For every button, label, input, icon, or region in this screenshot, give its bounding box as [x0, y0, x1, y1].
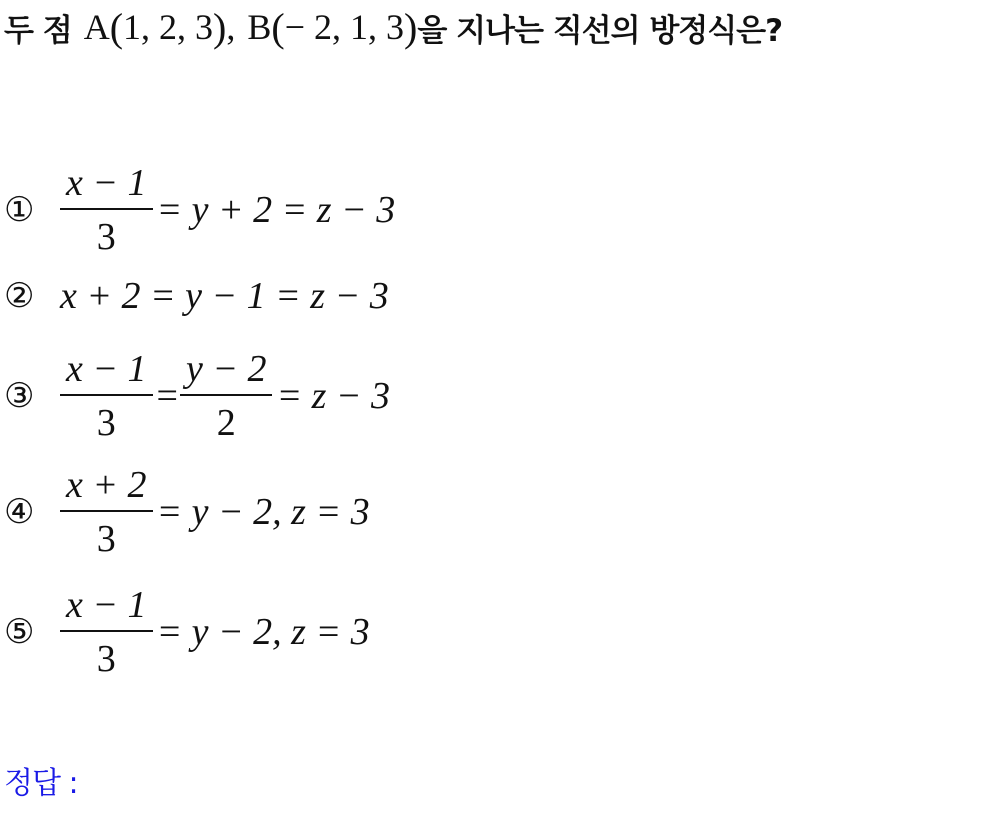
choice-1[interactable] [0, 164, 395, 256]
choice-3-marker: ③ [4, 376, 35, 416]
choice-3-numerator-2: y − 2 [185, 348, 267, 390]
choice-4-fraction [60, 466, 153, 558]
choice-5-numerator: x − 1 [66, 584, 147, 626]
point-a-name: A [83, 7, 110, 47]
point-b-coords: − 2, 1, 3 [284, 7, 404, 47]
question-prefix: 두 점 [4, 12, 72, 49]
question-text: 두 점 A ( 1, 2, 3 ) , B ( − 2, 1, 3 ) 을 지나는 직선의 방정식은? [4, 4, 783, 50]
choice-3-denominator-1: 3 [96, 402, 116, 444]
choice-5-rest: = y − 2, z = 3 [156, 611, 370, 653]
choice-3-rest: = z − 3 [276, 375, 391, 417]
question-suffix: 을 지나는 직선의 방정식은? [417, 12, 783, 49]
choice-5-marker: ⑤ [4, 612, 35, 652]
choice-4-rest: = y − 2, z = 3 [156, 491, 370, 533]
choice-4-denominator: 3 [96, 518, 116, 560]
choice-5-fraction [60, 586, 153, 678]
choice-2-expression: x + 2 = y − 1 = z − 3 [60, 275, 389, 317]
choice-5-denominator: 3 [96, 638, 116, 680]
choice-4-numerator: x + 2 [66, 464, 147, 506]
choice-3-fraction-2 [180, 350, 273, 442]
choice-1-numerator: x − 1 [66, 162, 147, 204]
choice-1-rest: = y + 2 = z − 3 [156, 189, 396, 231]
choice-3-fraction-1 [60, 350, 153, 442]
choice-3-numerator-1: x − 1 [66, 348, 147, 390]
choice-1-denominator: 3 [96, 216, 116, 258]
choice-3-middle: = [156, 375, 178, 417]
choice-3[interactable] [0, 350, 390, 442]
choice-4-marker: ④ [4, 492, 35, 532]
choice-2[interactable] [0, 274, 389, 318]
point-b-name: B [247, 7, 272, 47]
choice-3-denominator-2: 2 [216, 402, 236, 444]
choice-2-marker: ② [4, 276, 35, 316]
choice-5[interactable] [0, 586, 370, 678]
choice-1-marker: ① [4, 190, 35, 230]
choice-4[interactable] [0, 466, 370, 558]
choice-1-fraction [60, 164, 153, 256]
answer-label: 정답 : [4, 766, 78, 801]
point-a-coords: 1, 2, 3 [123, 7, 214, 47]
